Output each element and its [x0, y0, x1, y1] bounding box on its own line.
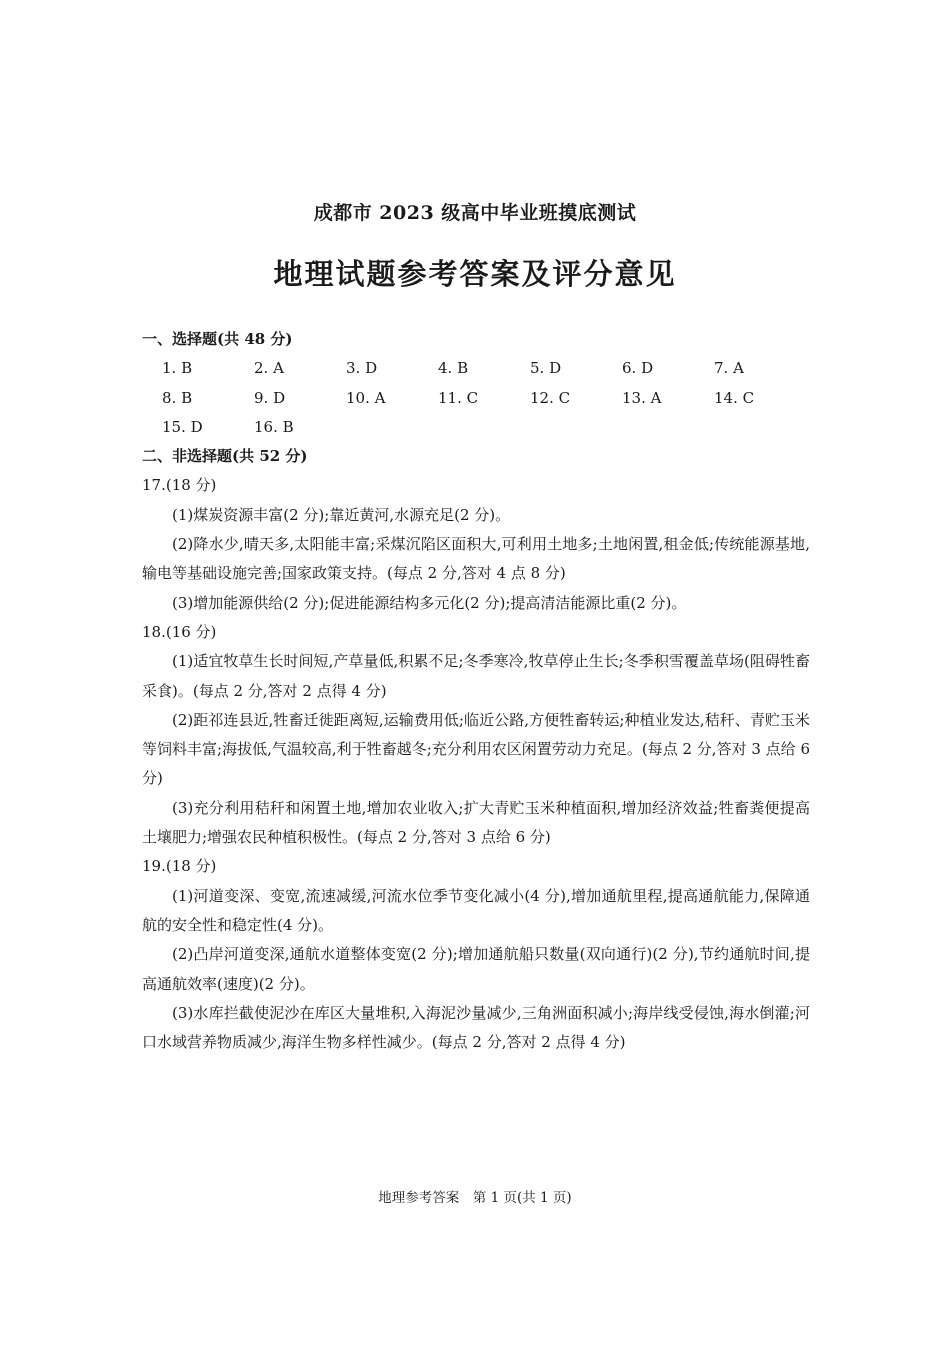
answer-paragraph: (3)水库拦截使泥沙在库区大量堆积,入海泥沙量减少,三角洲面积减小;海岸线受侵蚀,海水倒灌;河口水域营养物质减少,海洋生物多样性减少。(每点 2 分,答对 2 点得 4 分): [142, 1003, 810, 1052]
section-multiple-choice-heading: 一、选择题(共 48 分): [142, 330, 293, 348]
answer-item: 9. D: [254, 388, 286, 407]
answer-item: 5. D: [530, 359, 562, 378]
document-title: 地理试题参考答案及评分意见: [273, 257, 677, 291]
answer-paragraph: (2)距祁连县近,牲畜迁徙距离短,运输费用低;临近公路,方便牲畜转运;种植业发达,秸秆、青贮玉米等饲料丰富;海拔低,气温较高,利于牲畜越冬;充分利用农区闲置劳动力充足。(每点 2 分,答对 3 点给 6 分): [142, 710, 810, 788]
exam-title: 成都市 2023 级高中毕业班摸底测试: [313, 202, 637, 224]
answer-paragraph: (1)适宜牧草生长时间短,产草量低,积累不足;冬季寒冷,牧草停止生长;冬季积雪覆盖草场(阻碍牲畜采食)。(每点 2 分,答对 2 点得 4 分): [142, 652, 810, 700]
answer-item: 11. C: [438, 388, 479, 407]
answer-item: 6. D: [622, 359, 654, 378]
question-17: [142, 471, 810, 617]
answer-item: 3. D: [346, 359, 378, 378]
answer-item: 7. A: [714, 359, 744, 378]
answer-item: 10. A: [346, 388, 386, 407]
answer-item: 2. A: [254, 359, 284, 378]
question-heading: 17.(18 分): [142, 476, 217, 495]
answer-paragraph: (1)河道变深、变宽,流速减缓,河流水位季节变化减小(4 分),增加通航里程,提高通航能力,保障通航的安全性和稳定性(4 分)。: [142, 886, 810, 934]
answer-item: 8. B: [162, 388, 193, 407]
answer-item: 15. D: [162, 417, 203, 436]
document-body: [142, 325, 810, 1057]
answer-item: 4. B: [438, 359, 469, 378]
question-19: [142, 852, 810, 1057]
answer-paragraph: (1)煤炭资源丰富(2 分);靠近黄河,水源充足(2 分)。: [172, 505, 511, 524]
page-footer: 地理参考答案 第 1 页(共 1 页): [378, 1190, 572, 1206]
answer-paragraph: (3)增加能源供给(2 分);促进能源结构多元化(2 分);提高清洁能源比重(2 分)。: [172, 593, 687, 612]
question-heading: 18.(16 分): [142, 622, 217, 641]
section-non-choice-heading: 二、非选择题(共 52 分): [142, 447, 308, 466]
question-18: [142, 618, 810, 852]
answer-item: 1. B: [162, 359, 193, 378]
answer-paragraph: (3)充分利用秸秆和闲置土地,增加农业收入;扩大青贮玉米种植面积,增加经济效益;牲畜粪便提高土壤肥力;增强农民种植积极性。(每点 2 分,答对 3 点给 6 分): [142, 798, 810, 847]
answer-item: 12. C: [530, 388, 571, 407]
answer-item: 16. B: [254, 417, 294, 436]
answer-item: 14. C: [714, 388, 755, 407]
multiple-choice-answers: [142, 354, 810, 442]
question-heading: 19.(18 分): [142, 857, 217, 876]
answer-paragraph: (2)降水少,晴天多,太阳能丰富;采煤沉陷区面积大,可利用土地多;土地闲置,租金低;传统能源基地,输电等基础设施完善;国家政策支持。(每点 2 分,答对 4 点 8 分): [142, 535, 810, 583]
answer-paragraph: (2)凸岸河道变深,通航水道整体变宽(2 分);增加通航船只数量(双向通行)(2 分),节约通航时间,提高通航效率(速度)(2 分)。: [142, 945, 810, 993]
answer-item: 13. A: [622, 388, 662, 407]
